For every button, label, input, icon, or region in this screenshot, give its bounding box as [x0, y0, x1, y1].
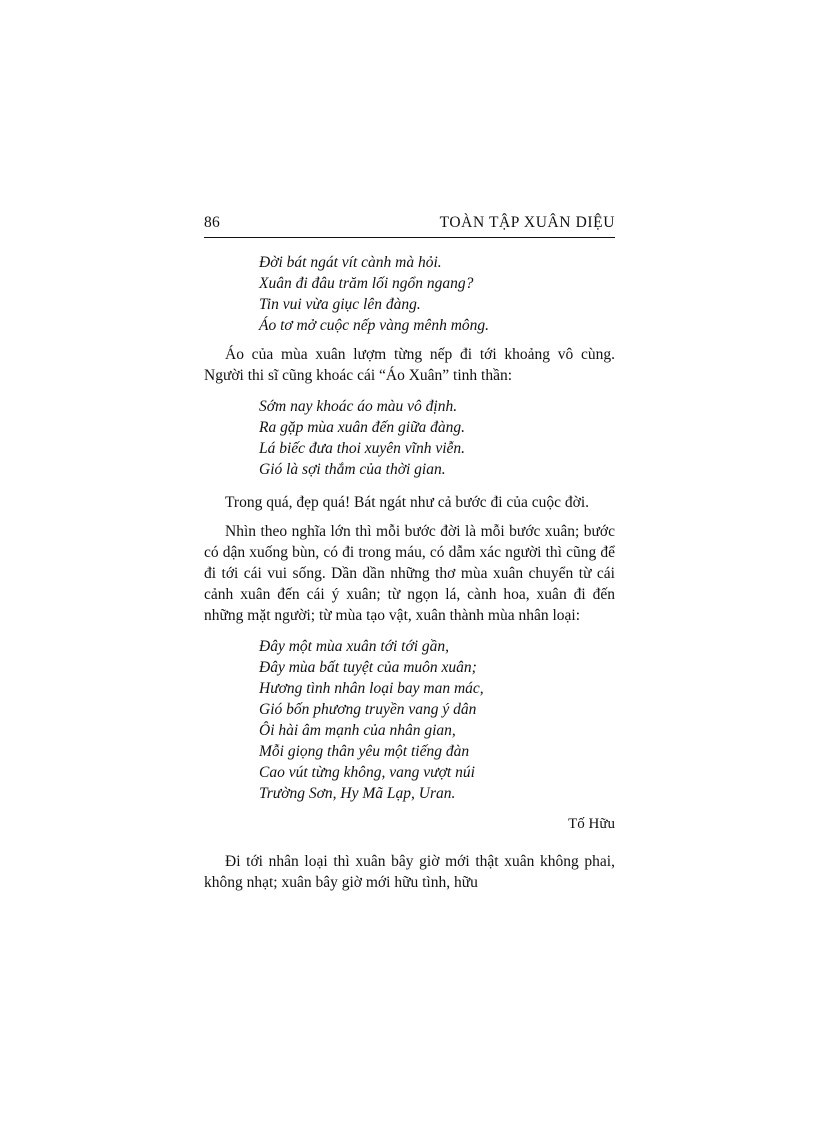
- verse-line: Đây mùa bất tuyệt của muôn xuân;: [259, 659, 477, 676]
- paragraph: Nhìn theo nghĩa lớn thì mỗi bước đời là mỗi bước xuân; bước có dận xuống bùn, có đi trong máu, có dẫm xác người thì cũng để đi tới cái vui sống. Dần dần những thơ mùa xuân chuyển từ cái cảnh xuân đến cái ý xuân; từ ngọn lá, cành hoa, xuân đi đến những mặt người; từ mùa tạo vật, xuân thành mùa nhân loại:: [204, 523, 615, 624]
- poem-stanza-2: [259, 396, 615, 480]
- verse-line: Ra gặp mùa xuân đến giữa đàng.: [259, 419, 466, 436]
- verse-line: Mỗi giọng thân yêu một tiếng đàn: [259, 743, 470, 760]
- verse-line: Áo tơ mở cuộc nếp vàng mênh mông.: [259, 317, 490, 334]
- verse-line: Cao vút từng không, vang vượt núi: [259, 764, 475, 781]
- verse-line: Gió là sợi thắm của thời gian.: [259, 461, 446, 478]
- verse-line: Đây một mùa xuân tới tới gần,: [259, 638, 450, 655]
- verse-line: Lá biếc đưa thoi xuyên vĩnh viễn.: [259, 440, 466, 457]
- verse-line: Hương tình nhân loại bay man mác,: [259, 680, 484, 697]
- verse-line: Đời bát ngát vít cành mà hỏi.: [259, 254, 442, 271]
- paragraph: Đi tới nhân loại thì xuân bây giờ mới thật xuân không phai, không nhạt; xuân bây giờ mới hữu tình, hữu: [204, 853, 615, 891]
- poem-attribution: Tố Hữu: [568, 816, 615, 832]
- verse-line: Tin vui vừa giục lên đàng.: [259, 296, 421, 313]
- verse-line: Trường Sơn, Hy Mã Lạp, Uran.: [259, 785, 456, 802]
- paragraph: Áo của mùa xuân lượm từng nếp đi tới khoảng vô cùng. Người thi sĩ cũng khoác cái “Áo Xuân” tinh thần:: [204, 346, 615, 384]
- book-title: TOÀN TẬP XUÂN DIỆU: [439, 214, 615, 231]
- verse-line: Gió bốn phương truyền vang ý dân: [259, 701, 477, 718]
- page-number: 86: [204, 214, 221, 231]
- verse-line: Xuân đi đâu trăm lối ngổn ngang?: [259, 275, 474, 292]
- poem-stanza-3: [259, 636, 615, 804]
- book-page: [204, 214, 615, 893]
- verse-line: Sớm nay khoác áo màu vô định.: [259, 398, 458, 415]
- paragraph: Trong quá, đẹp quá! Bát ngát như cả bước đi của cuộc đời.: [225, 494, 590, 511]
- poem-stanza-1: [259, 252, 615, 336]
- verse-line: Ôi hài âm mạnh của nhân gian,: [259, 722, 456, 739]
- running-header: [204, 214, 615, 238]
